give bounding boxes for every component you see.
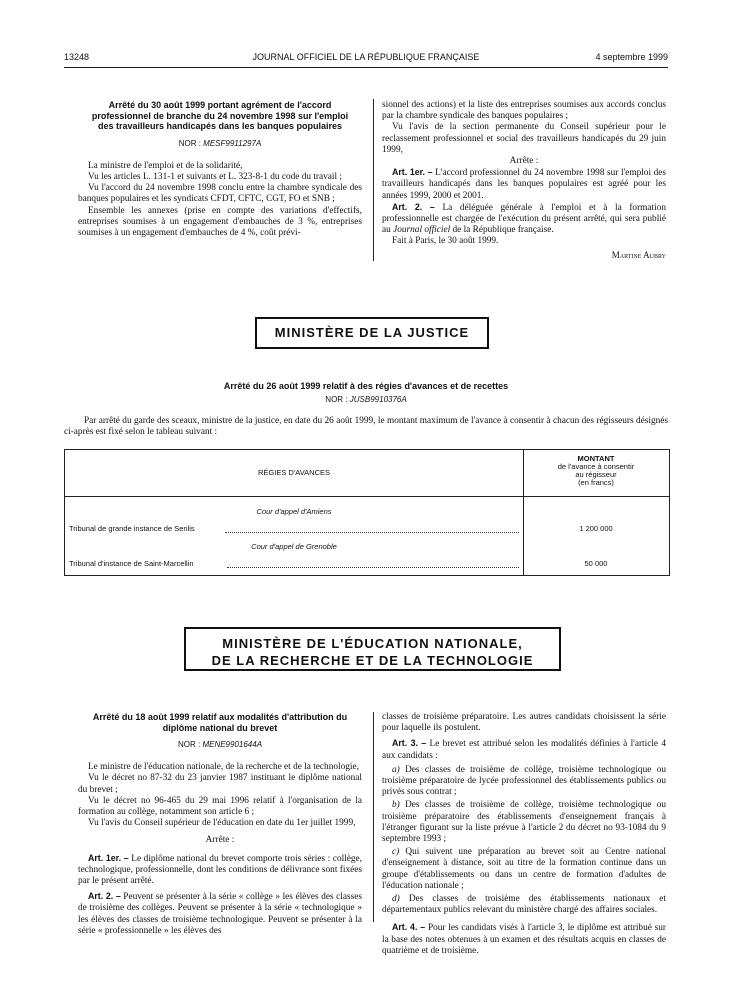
section1-left-column (78, 100, 362, 239)
education-art4: Art. 4. – Pour les candidats visés à l'article 3, le diplôme est attribué sur la base des notes obtenues à un examen et des résultats acquis en classes de quatrième et de troisième. (382, 922, 666, 956)
table-header-rule (65, 496, 669, 497)
section1-nor: NOR : MESF9911297A (178, 138, 262, 148)
court-grenoble: Cour d'appel de Grenoble (251, 542, 337, 551)
page-number: 13248 (64, 52, 90, 62)
education-title: Arrêté du 18 août 1999 relatif aux modalités d'attribution du diplôme national du brevet (92, 712, 348, 733)
section1-right-p2: Vu l'avis de la section permanente du Conseil supérieur pour le reclassement professionnel et social des travailleurs handicapés du 29 juin 1999, (382, 122, 666, 155)
amount-senlis: 1 200 000 (579, 524, 613, 533)
education-para-1: Vu le décret no 87-32 du 23 janvier 1987 instituant le diplôme national du brevet ; (78, 773, 362, 795)
tribunal-saint-marcellin: Tribunal d'instance de Saint-Marcellin (69, 559, 194, 568)
section1-right-p1: sionnel des actions) et la liste des entreprises soumises aux accords conclus par la chambre syndicale des banques populaires ; (382, 100, 666, 122)
education-art2: Art. 2. – Peuvent se présenter à la série « collège » les élèves des classes de troisième des collèges. Peuvent se présenter à la série « technologique » les élèves des classes de troisième technologique. Peuvent se présenter à la série « professionnelle » les élèves des (78, 891, 362, 936)
tribunal-senlis: Tribunal de grande instance de Senlis (69, 524, 195, 533)
section1-title: Arrêté du 30 août 1999 portant agrément de l'accord professionnel de branche du 24 novembre 1998 sur l'emploi des travailleurs handicapés dans les banques populaires (91, 100, 349, 131)
page-header (64, 52, 668, 68)
education-item-d: d) Des classes de troisième des établissements nationaux et départementaux publics relevant du ministère chargé des affaires sociales. (382, 894, 666, 916)
education-para-2: Vu le décret no 96-465 du 29 mai 1996 relatif à l'organisation de la formation au collège, notamment son article 6 ; (78, 795, 362, 818)
header-rule (64, 67, 668, 68)
leader-dots (225, 532, 519, 533)
education-right-column (382, 712, 666, 957)
amount-saint-marcellin: 50 000 (584, 559, 608, 568)
section1-art2: Art. 2. – La déléguée générale à l'emploi et à la formation professionnelle est chargée de l'exécution du présent arrêté, qui sera publié au Journal officiel de la République française. (382, 201, 666, 236)
justice-nor: NOR : JUSB9910376A (325, 395, 407, 404)
justice-ministry-box (255, 317, 489, 349)
education-item-c: c) Qui suivent une préparation au brevet soit au Centre national d'enseignement à distance, soit au titre de la formation continue dans un groupe d'établissements ou dans un centre de formation d'adultes de l'éducation nationale ; (382, 847, 667, 891)
education-art3: Art. 3. – Le brevet est attribué selon les modalités définies à l'article 4 aux candidats : (382, 738, 666, 761)
justice-title: Arrêté du 26 août 1999 relatif à des régies d'avances et de recettes (223, 381, 509, 391)
education-item-b: b) Des classes de troisième de collège, troisième technologique ou troisième préparatoire des établissements d'enseignement français à l'étranger figurant sur la liste prévue à l'article 2 du décret no 93-1084 du 9 septembre 1993 ; (382, 800, 666, 845)
section1-arrete: Arrête : (509, 156, 539, 167)
section1-right-column (382, 100, 666, 261)
section1-para-1: Vu les articles L. 131-1 et suivants et L. 323-8-1 du code du travail ; (88, 171, 343, 182)
education-para-3: Vu l'avis du Conseil supérieur de l'éducation en date du 1er juillet 1999, (88, 818, 356, 829)
column-separator (373, 99, 374, 261)
column-separator (373, 712, 374, 922)
court-amiens: Cour d'appel d'Amiens (256, 507, 332, 516)
publication-date: 4 septembre 1999 (595, 52, 668, 62)
education-right-p1: classes de troisième préparatoire. Les autres candidats choisissent la série pour laquelle ils postulent. (382, 712, 666, 734)
education-nor: NOR : MENE9901644A (177, 740, 263, 749)
section1-done: Fait à Paris, le 30 août 1999. (392, 236, 499, 247)
education-art1: Art. 1er. – Le diplôme national du brevet comporte trois séries : collège, technologique, professionnelle, dont les conditions de délivrance sont fixées par le présent arrêté. (78, 852, 362, 887)
section1-para-3: Ensemble les annexes (prise en compte des variations d'effectifs, entreprises soumises à un engagement d'embauches de 3 %, entreprises soumises à un engagement d'embauches de 4 %, coût prévi- (78, 205, 362, 238)
education-arrete: Arrête : (205, 835, 235, 846)
table-header-montant: MONTANT de l'avance à consentir au régisseur (en francs) (557, 454, 635, 487)
journal-title: JOURNAL OFFICIEL DE LA RÉPUBLIQUE FRANÇAISE (252, 52, 480, 62)
section1-para-0: La ministre de l'emploi et de la solidarité, (88, 160, 243, 171)
section1-art1: Art. 1er. – L'accord professionnel du 24 novembre 1998 sur l'emploi des travailleurs handicapés dans les banques populaires est agréé pour les années 1999, 2000 et 2001. (382, 167, 666, 201)
education-para-0: Le ministre de l'éducation nationale, de la recherche et de la technologie, (88, 762, 359, 773)
education-item-a: a) Des classes de troisième de collège, troisième technologique ou troisième préparatoire de lycée professionnel des établissements publics ou privés sous contrat ; (382, 764, 666, 798)
justice-intro: Par arrêté du garde des sceaux, ministre de la justice, en date du 26 août 1999, le montant maximum de l'avance à consentir à chacun des régisseurs désignés ci-après est fixé selon le tableau suivant : (64, 416, 668, 438)
leader-dots (227, 567, 519, 568)
regies-table (64, 449, 670, 576)
justice-ministry-heading: MINISTÈRE DE LA JUSTICE (274, 325, 470, 340)
education-ministry-heading-2: DE LA RECHERCHE ET DE LA TECHNOLOGIE (211, 653, 534, 668)
education-ministry-box (184, 627, 561, 671)
table-header-regies: RÉGIES D'AVANCES (257, 468, 330, 477)
education-ministry-heading-1: MINISTÈRE DE L'ÉDUCATION NATIONALE, (222, 636, 523, 651)
section1-para-2: Vu l'accord du 24 novembre 1998 conclu entre la chambre syndicale des banques populaires et les syndicats CFDT, CFTC, CGT, FO et SNB ; (78, 183, 362, 205)
education-left-column (78, 712, 362, 937)
signature: Martine Aubry (611, 249, 666, 260)
